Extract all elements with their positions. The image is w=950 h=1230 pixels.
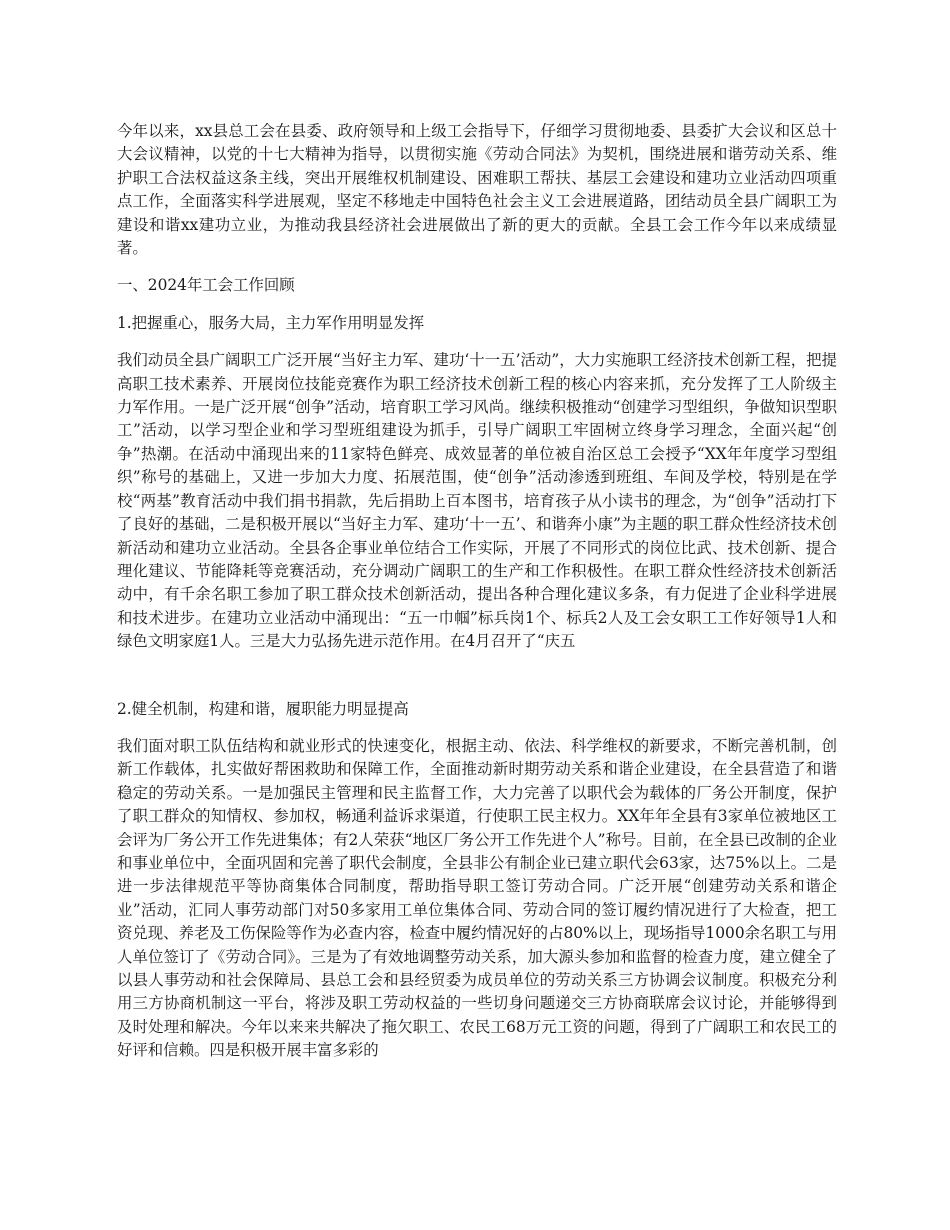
intro-paragraph: 今年以来，xx县总工会在县委、政府领导和上级工会指导下，仔细学习贯彻地委、县委扩大会议和区总十大会议精神，以党的十七大精神为指导，以贯彻实施《劳动合同法》为契机，围绕进展和谐劳动关系、维护职工合法权益这条主线，突出开展维权机制建设、困难职工帮扶、基层工会建设和建功立业活动四项重点工作，全面落实科学进展观，坚定不移地走中国特色社会主义工会进展道路，团结动员全县广阔职工为建设和谐xx建功立业，为推动我县经济社会进展做出了新的更大的贡献。全县工会工作今年以来成绩显著。 xyxy=(117,122,837,258)
body-paragraph-serve-overall: 我们动员全县广阔职工广泛开展“当好主力军、建功‘十一五’活动”，大力实施职工经济技术创新工程，把提高职工技术素养、开展岗位技能竞赛作为职工经济技术创新工程的核心内容来抓，充分发挥了工人阶级主力军作用。一是广泛开展“创争”活动，培育职工学习风尚。继续积极推动“创建学习型组织，争做知识型职工”活动，以学习型企业和学习型班组建设为抓手，引导广阔职工牢固树立终身学习理念，全面兴起“创争”热潮。在活动中涌现出来的11家特色鲜亮、成效显著的单位被自治区总工会授予“XX年年度学习型组织”称号的基础上，又进一步加大力度、拓展范围，使“创争”活动渗透到班组、车间及学校，特别是在学校“两基”教育活动中我们捐书捐款，先后捐助上百本图书，培育孩子从小读书的理念，为“创争”活动打下了良好的基础，二是积极开展以“当好主力军、建功‘十一五’、和谐奔小康”为主题的职工群众性经济技术创新活动和建功立业活动。全县各企事业单位结合工作实际，开展了不同形式的岗位比武、技术创新、提合理化建议、节能降耗等竞赛活动，充分调动广阔职工的生产和工作积极性。在职工群众性经济技术创新活动中，有千余名职工参加了职工群众技术创新活动，提出各种合理化建议多条，有力促进了企业科学进展和技术进步。在建功立业活动中涌现出：“五一巾帼”标兵岗1个、标兵2人及工会女职工工作好领导1人和绿色文明家庭1人。三是大力弘扬先进示范作用。在4月召开了“庆五 xyxy=(117,351,837,651)
subheading-improve-mechanism: 2.健全机制，构建和谐，履职能力明显提高 xyxy=(117,699,409,718)
subheading-serve-overall: 1.把握重心，服务大局，主力军作用明显发挥 xyxy=(117,313,425,332)
section-heading-review: 一、2024年工会工作回顾 xyxy=(117,276,295,295)
document-page xyxy=(117,120,837,1063)
body-paragraph-improve-mechanism: 我们面对职工队伍结构和就业形式的快速变化，根据主动、依法、科学维权的新要求，不断完善机制，创新工作载体，扎实做好帮困救助和保障工作，全面推动新时期劳动关系和谐企业建设，在全县营造了和谐稳定的劳动关系。一是加强民主管理和民主监督工作，大力完善了以职代会为载体的厂务公开制度，保护了职工群众的知情权、参加权，畅通利益诉求渠道，行使职工民主权力。XX年年全县有3家单位被地区工会评为厂务公开工作先进集体；有2人荣获“地区厂务公开工作先进个人”称号。目前，在全县已改制的企业和事业单位中，全面巩固和完善了职代会制度，全县非公有制企业已建立职代会63家，达75%以上。二是进一步法律规范平等协商集体合同制度，帮助指导职工签订劳动合同。广泛开展“创建劳动关系和谐企业”活动，汇同人事劳动部门对50多家用工单位集体合同、劳动合同的签订履约情况进行了大检查，把工资兑现、养老及工伤保险等作为必查内容，检查中履约情况好的占80%以上，现场指导1000余名职工与用人单位签订了《劳动合同》。三是为了有效地调整劳动关系，加大源头参加和监督的检查力度，建立健全了以县人事劳动和社会保障局、县总工会和县经贸委为成员单位的劳动关系三方协调会议制度。积极充分利用三方协商机制这一平台，将涉及职工劳动权益的一些切身问题递交三方协商联席会议讨论，并能够得到及时处理和解决。今年以来来共解决了拖欠职工、农民工68万元工资的问题，得到了广阔职工和农民工的好评和信赖。四是积极开展丰富多彩的 xyxy=(117,736,837,1060)
